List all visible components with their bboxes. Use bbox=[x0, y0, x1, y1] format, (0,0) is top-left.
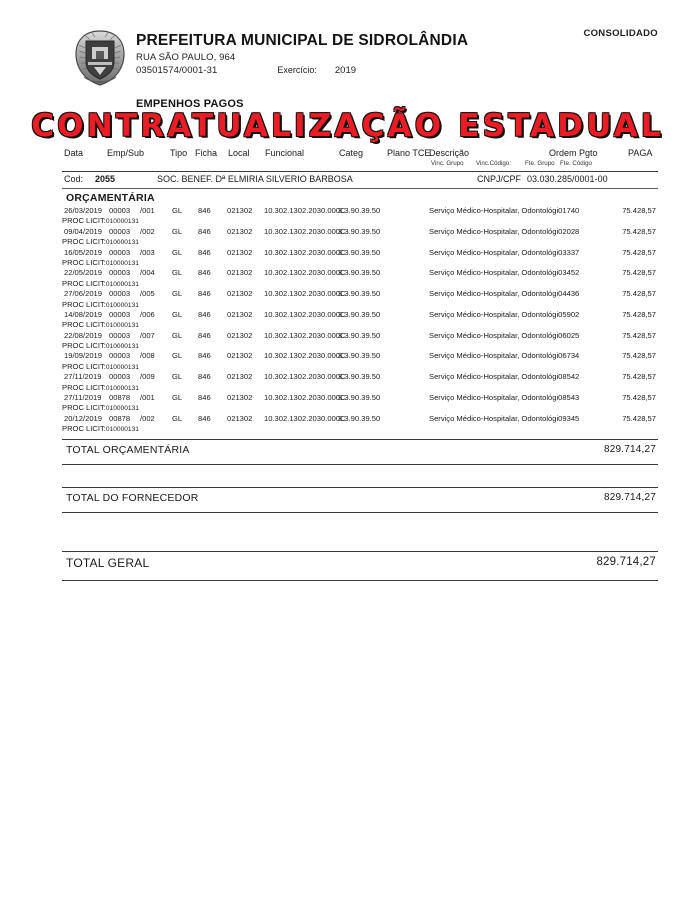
cell-local: 021302 bbox=[227, 372, 253, 382]
cell-ficha: 846 bbox=[198, 413, 211, 423]
column-header-local: Local bbox=[228, 148, 250, 158]
report-kind-label: EMPENHOS PAGOS bbox=[136, 98, 244, 110]
column-header-ficha: Ficha bbox=[195, 148, 218, 158]
cell-ficha: 846 bbox=[198, 393, 211, 403]
cell-fte-codigo: 31 bbox=[131, 259, 139, 267]
cell-funcional: 10.302.1302.2030.000C bbox=[264, 206, 346, 215]
table-row[interactable] bbox=[62, 310, 658, 320]
cell-funcional: 10.302.1302.2030.000C bbox=[264, 351, 346, 361]
table-row-secondary bbox=[62, 279, 658, 289]
cell-funcional: 10.302.1302.2030.000C bbox=[264, 289, 346, 299]
cell-vinc-codigo: 000 bbox=[116, 301, 128, 309]
table-row-secondary bbox=[62, 362, 658, 372]
table-row-secondary bbox=[62, 383, 658, 393]
cell-data: 22/08/2019 bbox=[64, 330, 103, 340]
cell-categ: 3.3.90.39.50 bbox=[338, 351, 381, 361]
cell-vinc-codigo: 000 bbox=[116, 259, 128, 267]
cell-emp: 00003 bbox=[109, 247, 131, 257]
cell-tipo: GL bbox=[172, 289, 183, 299]
table-row[interactable] bbox=[62, 289, 658, 299]
cell-descricao-ordem: Serviço Médico-Hospitalar, Odontológi06025 bbox=[429, 330, 580, 340]
cell-local: 021302 bbox=[227, 330, 253, 340]
cell-tipo: GL bbox=[172, 206, 183, 215]
cell-sub: /007 bbox=[140, 330, 155, 340]
cell-funcional: 10.302.1302.2030.000C bbox=[264, 413, 346, 423]
header-text-block bbox=[136, 32, 468, 76]
column-header-paga: PAGA bbox=[628, 148, 653, 158]
supplier-cod-label: Cod: bbox=[64, 174, 84, 184]
cell-categ: 3.3.90.39.50 bbox=[338, 226, 381, 236]
cell-paga: 75.428,57 bbox=[622, 247, 656, 257]
cell-local: 021302 bbox=[227, 247, 253, 257]
cell-categ: 3.3.90.39.50 bbox=[338, 372, 381, 382]
cell-data: 20/12/2019 bbox=[64, 413, 103, 423]
table-row[interactable] bbox=[62, 331, 658, 341]
cell-paga: 75.428,57 bbox=[622, 268, 656, 278]
municipal-coat-of-arms-icon bbox=[72, 29, 128, 87]
consolidado-label: CONSOLIDADO bbox=[583, 28, 658, 39]
cell-local: 021302 bbox=[227, 206, 253, 215]
table-column-headers bbox=[62, 148, 658, 160]
cell-vinc-codigo: 000 bbox=[116, 322, 128, 330]
cell-vinc-codigo: 000 bbox=[116, 405, 128, 413]
cell-vinc-codigo: 000 bbox=[116, 280, 128, 288]
table-row-secondary bbox=[62, 300, 658, 310]
cell-categ: 3.3.90.39.50 bbox=[338, 289, 381, 299]
cell-proc-licit: PROC LICIT: bbox=[62, 403, 106, 413]
exercicio-value: 2019 bbox=[334, 65, 357, 76]
supplier-cod-value: 2055 bbox=[95, 174, 116, 184]
cell-fte-codigo: 31 bbox=[131, 322, 139, 330]
cell-fte-codigo: 31 bbox=[131, 384, 139, 392]
cell-vinc-codigo: 000 bbox=[116, 343, 128, 351]
cell-vinc-codigo: 000 bbox=[116, 384, 128, 392]
cell-sub: /003 bbox=[140, 247, 155, 257]
cell-fte-codigo: 31 bbox=[131, 426, 139, 434]
report-table bbox=[62, 148, 658, 581]
cell-local: 021302 bbox=[227, 289, 253, 299]
cell-tipo: GL bbox=[172, 309, 183, 319]
spacer bbox=[62, 513, 658, 551]
cell-tipo: GL bbox=[172, 226, 183, 236]
section-name: ORÇAMENTÁRIA bbox=[66, 192, 155, 204]
cell-vinc-grupo: 010 bbox=[105, 322, 117, 330]
cell-emp: 00003 bbox=[109, 226, 131, 236]
table-row[interactable] bbox=[62, 206, 658, 216]
cell-local: 021302 bbox=[227, 413, 253, 423]
cell-categ: 3.3.90.39.50 bbox=[338, 393, 381, 403]
total-fornecedor-value: 829.714,27 bbox=[603, 491, 656, 503]
cell-funcional: 10.302.1302.2030.000C bbox=[264, 247, 346, 257]
cell-fte-codigo: 31 bbox=[131, 405, 139, 413]
cell-sub: /002 bbox=[140, 226, 155, 236]
cell-emp: 00878 bbox=[109, 393, 131, 403]
column-header-tipo: Tipo bbox=[170, 148, 188, 158]
cell-paga: 75.428,57 bbox=[622, 351, 656, 361]
cell-vinc-grupo: 010 bbox=[105, 218, 117, 226]
cell-sub: /005 bbox=[140, 289, 155, 299]
cell-tipo: GL bbox=[172, 351, 183, 361]
cell-emp: 00003 bbox=[109, 309, 131, 319]
cell-fte-grupo: 1 bbox=[127, 239, 132, 247]
cell-sub: /004 bbox=[140, 268, 155, 278]
cell-proc-licit: PROC LICIT: bbox=[62, 237, 106, 247]
cell-emp: 00878 bbox=[109, 413, 131, 423]
cell-fte-grupo: 1 bbox=[127, 218, 132, 226]
cell-descricao-ordem: Serviço Médico-Hospitalar, Odontológi08543 bbox=[429, 393, 580, 403]
table-row[interactable] bbox=[62, 351, 658, 361]
cell-fte-grupo: 1 bbox=[127, 301, 132, 309]
cell-funcional: 10.302.1302.2030.000C bbox=[264, 309, 346, 319]
cell-vinc-grupo: 010 bbox=[105, 239, 117, 247]
cell-tipo: GL bbox=[172, 372, 183, 382]
cell-paga: 75.428,57 bbox=[622, 330, 656, 340]
column-header-plano-tce: Plano TCE bbox=[387, 148, 431, 158]
cell-fte-grupo: 1 bbox=[127, 405, 132, 413]
cell-fte-grupo: 1 bbox=[127, 322, 132, 330]
cell-vinc-codigo: 000 bbox=[116, 426, 128, 434]
exercicio-label: Exercício: bbox=[277, 65, 317, 75]
table-row-secondary bbox=[62, 403, 658, 413]
cell-data: 22/05/2019 bbox=[64, 268, 103, 278]
cell-emp: 00003 bbox=[109, 351, 131, 361]
cell-descricao-ordem: Serviço Médico-Hospitalar, Odontológi02028 bbox=[429, 226, 580, 236]
cell-proc-licit: PROC LICIT: bbox=[62, 424, 106, 434]
cell-data: 09/04/2019 bbox=[64, 226, 103, 236]
cell-fte-grupo: 1 bbox=[127, 280, 132, 288]
cell-proc-licit: PROC LICIT: bbox=[62, 278, 106, 288]
column-header-data: Data bbox=[64, 148, 84, 158]
subheader-fte-grupo: Fte. Grupo bbox=[525, 160, 555, 167]
cell-paga: 75.428,57 bbox=[622, 309, 656, 319]
cell-categ: 3.3.90.39.50 bbox=[338, 309, 381, 319]
cell-proc-licit: PROC LICIT: bbox=[62, 341, 106, 351]
cell-sub: /001 bbox=[140, 206, 155, 215]
cell-sub: /002 bbox=[140, 413, 155, 423]
cell-fte-grupo: 1 bbox=[127, 363, 132, 371]
cell-sub: /008 bbox=[140, 351, 155, 361]
supplier-cnpj-value: 03.030.285/0001-00 bbox=[527, 174, 608, 184]
cell-data: 16/05/2019 bbox=[64, 247, 103, 257]
cell-ficha: 846 bbox=[198, 372, 211, 382]
cell-emp: 00003 bbox=[109, 330, 131, 340]
total-geral-value: 829.714,27 bbox=[596, 555, 656, 568]
table-row[interactable] bbox=[62, 248, 658, 258]
cell-data: 14/08/2019 bbox=[64, 309, 103, 319]
cell-local: 021302 bbox=[227, 268, 253, 278]
report-title: CONTRATUALIZAÇÃO ESTADUAL bbox=[31, 108, 664, 144]
cell-funcional: 10.302.1302.2030.000C bbox=[264, 268, 346, 278]
cell-local: 021302 bbox=[227, 393, 253, 403]
table-row-secondary bbox=[62, 216, 658, 226]
cell-tipo: GL bbox=[172, 393, 183, 403]
spacer bbox=[62, 465, 658, 487]
cell-data: 27/11/2019 bbox=[64, 393, 102, 403]
cell-ficha: 846 bbox=[198, 247, 211, 257]
cell-fte-codigo: 31 bbox=[131, 363, 139, 371]
cell-ficha: 846 bbox=[198, 226, 211, 236]
subheader-fte-codigo: Fte. Código bbox=[560, 160, 592, 167]
cell-fte-codigo: 31 bbox=[131, 239, 139, 247]
table-row-secondary bbox=[62, 320, 658, 330]
cell-vinc-grupo: 010 bbox=[105, 384, 117, 392]
cell-data: 26/03/2019 bbox=[64, 206, 103, 215]
cell-local: 021302 bbox=[227, 351, 253, 361]
total-orcamentaria-row bbox=[62, 440, 658, 464]
column-header-descricao: Descrição bbox=[429, 148, 470, 158]
column-header-ordem-pgto: Ordem Pgto bbox=[549, 148, 598, 158]
cell-sub: /006 bbox=[140, 309, 155, 319]
cell-categ: 3.3.90.39.50 bbox=[338, 268, 381, 278]
cell-proc-licit: PROC LICIT: bbox=[62, 382, 106, 392]
table-sub-headers bbox=[62, 160, 658, 171]
cell-paga: 75.428,57 bbox=[622, 372, 656, 382]
cell-paga: 75.428,57 bbox=[622, 226, 656, 236]
table-row[interactable] bbox=[62, 227, 658, 237]
table-row-secondary bbox=[62, 341, 658, 351]
cell-fte-codigo: 31 bbox=[131, 218, 139, 226]
cell-ficha: 846 bbox=[198, 289, 211, 299]
cell-descricao-ordem: Serviço Médico-Hospitalar, Odontológi01740 bbox=[429, 206, 580, 215]
table-row-secondary bbox=[62, 424, 658, 434]
cell-funcional: 10.302.1302.2030.000C bbox=[264, 393, 346, 403]
cell-descricao-ordem: Serviço Médico-Hospitalar, Odontológi03337 bbox=[429, 247, 580, 257]
cell-vinc-grupo: 010 bbox=[105, 363, 117, 371]
cell-emp: 00003 bbox=[109, 268, 131, 278]
cell-ficha: 846 bbox=[198, 309, 211, 319]
cell-vinc-grupo: 010 bbox=[105, 343, 117, 351]
cell-sub: /001 bbox=[140, 393, 155, 403]
cell-proc-licit: PROC LICIT: bbox=[62, 257, 106, 267]
cell-data: 27/11/2019 bbox=[64, 372, 102, 382]
cell-paga: 75.428,57 bbox=[622, 413, 656, 423]
cell-proc-licit: PROC LICIT: bbox=[62, 216, 106, 226]
cell-tipo: GL bbox=[172, 247, 183, 257]
organization-address: RUA SÃO PAULO, 964 bbox=[136, 52, 236, 63]
total-geral-row bbox=[62, 552, 658, 580]
column-header-categ: Categ bbox=[339, 148, 364, 158]
cell-vinc-grupo: 010 bbox=[105, 280, 117, 288]
cell-funcional: 10.302.1302.2030.000C bbox=[264, 226, 346, 236]
cell-sub: /009 bbox=[140, 372, 155, 382]
table-body bbox=[62, 206, 658, 435]
cell-vinc-grupo: 010 bbox=[105, 405, 117, 413]
cell-categ: 3.3.90.39.50 bbox=[338, 413, 381, 423]
cell-categ: 3.3.90.39.50 bbox=[338, 206, 381, 215]
totals-block bbox=[62, 439, 658, 581]
cell-descricao-ordem: Serviço Médico-Hospitalar, Odontológi03452 bbox=[429, 268, 580, 278]
cell-categ: 3.3.90.39.50 bbox=[338, 330, 381, 340]
cell-fte-grupo: 1 bbox=[127, 426, 132, 434]
cell-vinc-grupo: 010 bbox=[105, 301, 117, 309]
cell-ficha: 846 bbox=[198, 330, 211, 340]
organization-cnpj: 03501574/0001-31 bbox=[136, 65, 218, 76]
supplier-name: SOC. BENEF. Dª ELMIRIA SILVERIO BARBOSA bbox=[157, 174, 353, 184]
table-row[interactable] bbox=[62, 393, 658, 403]
cell-descricao-ordem: Serviço Médico-Hospitalar, Odontológi09345 bbox=[429, 413, 580, 423]
subheader-vinc-grupo: Vinc. Grupo bbox=[431, 160, 464, 167]
cell-paga: 75.428,57 bbox=[622, 289, 656, 299]
cell-vinc-codigo: 000 bbox=[116, 363, 128, 371]
cell-emp: 00003 bbox=[109, 206, 131, 215]
cell-fte-codigo: 31 bbox=[131, 343, 139, 351]
cell-categ: 3.3.90.39.50 bbox=[338, 247, 381, 257]
cell-descricao-ordem: Serviço Médico-Hospitalar, Odontológi08542 bbox=[429, 372, 580, 382]
total-geral-label: TOTAL GERAL bbox=[66, 555, 150, 570]
cell-descricao-ordem: Serviço Médico-Hospitalar, Odontológi05902 bbox=[429, 309, 580, 319]
cell-proc-licit: PROC LICIT: bbox=[62, 320, 106, 330]
cell-vinc-grupo: 010 bbox=[105, 259, 117, 267]
table-row[interactable] bbox=[62, 268, 658, 278]
cell-emp: 00003 bbox=[109, 289, 131, 299]
cell-vinc-codigo: 000 bbox=[116, 239, 128, 247]
subheader-vinc-codigo: Vinc.Código: bbox=[476, 160, 511, 167]
cell-ficha: 846 bbox=[198, 268, 211, 278]
cell-tipo: GL bbox=[172, 268, 183, 278]
cell-fte-grupo: 1 bbox=[127, 384, 132, 392]
cell-funcional: 10.302.1302.2030.000C bbox=[264, 330, 346, 340]
cell-local: 021302 bbox=[227, 309, 253, 319]
column-header-emp-sub: Emp/Sub bbox=[107, 148, 145, 158]
cell-descricao-ordem: Serviço Médico-Hospitalar, Odontológi06734 bbox=[429, 351, 580, 361]
cell-emp: 00003 bbox=[109, 372, 131, 382]
table-row-secondary bbox=[62, 237, 658, 247]
table-row[interactable] bbox=[62, 414, 658, 424]
supplier-row bbox=[62, 172, 658, 188]
cell-data: 27/06/2019 bbox=[64, 289, 103, 299]
table-row[interactable] bbox=[62, 372, 658, 382]
cell-fte-codigo: 31 bbox=[131, 280, 139, 288]
cell-descricao-ordem: Serviço Médico-Hospitalar, Odontológi04436 bbox=[429, 289, 580, 299]
cell-ficha: 846 bbox=[198, 351, 211, 361]
cell-proc-licit: PROC LICIT: bbox=[62, 361, 106, 371]
organization-name: PREFEITURA MUNICIPAL DE SIDROLÂNDIA bbox=[136, 32, 469, 49]
cell-fte-grupo: 1 bbox=[127, 259, 132, 267]
cell-tipo: GL bbox=[172, 413, 183, 423]
cell-tipo: GL bbox=[172, 330, 183, 340]
column-header-funcional: Funcional bbox=[265, 148, 305, 158]
cell-proc-licit: PROC LICIT: bbox=[62, 299, 106, 309]
table-row-secondary bbox=[62, 258, 658, 268]
organization-cnpj-row bbox=[136, 65, 468, 76]
cell-paga: 75.428,57 bbox=[622, 206, 656, 215]
supplier-cnpj-label: CNPJ/CPF bbox=[477, 174, 522, 184]
total-fornecedor-label: TOTAL DO FORNECEDOR bbox=[66, 491, 199, 504]
cell-funcional: 10.302.1302.2030.000C bbox=[264, 372, 346, 382]
cell-fte-grupo: 1 bbox=[127, 343, 132, 351]
cell-fte-codigo: 31 bbox=[131, 301, 139, 309]
cell-ficha: 846 bbox=[198, 206, 211, 215]
total-orcamentaria-value: 829.714,27 bbox=[603, 443, 656, 455]
cell-vinc-grupo: 010 bbox=[105, 426, 117, 434]
total-fornecedor-row bbox=[62, 488, 658, 512]
total-orcamentaria-label: TOTAL ORÇAMENTÁRIA bbox=[66, 443, 190, 456]
cell-data: 19/09/2019 bbox=[64, 351, 103, 361]
cell-paga: 75.428,57 bbox=[622, 393, 656, 403]
divider bbox=[62, 580, 658, 581]
cell-local: 021302 bbox=[227, 226, 253, 236]
cell-vinc-codigo: 000 bbox=[116, 218, 128, 226]
